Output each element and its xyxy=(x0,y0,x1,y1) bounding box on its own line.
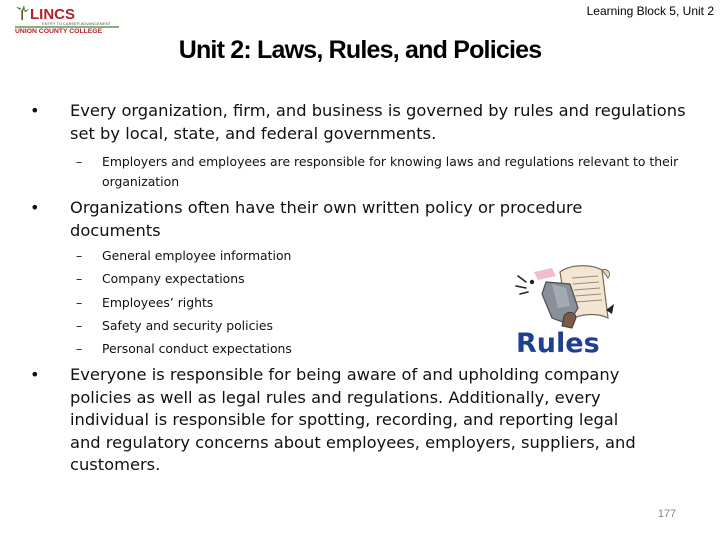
dash-marker: – xyxy=(76,271,83,287)
sub-bullet-item xyxy=(76,339,336,362)
bullet-text: Everyone is responsible for being aware of and upholding company policies as well as legal rules and regulations. Additionally, every individual is responsible for spotting, recording, and reporting legal and regulatory concerns about employees, employers, suppliers, and customers. xyxy=(70,365,636,474)
bullet-item xyxy=(30,197,600,242)
bullet-marker: • xyxy=(30,198,40,217)
dash-marker: – xyxy=(76,317,83,333)
dash-marker: – xyxy=(76,248,83,263)
bullet-item xyxy=(30,364,640,477)
lincs-logo xyxy=(14,4,122,34)
sub-bullet-text: Employers and employees are responsible for knowing laws and regulations relevant to their organization xyxy=(102,154,679,189)
bullet-text: Every organization, firm, and business is governed by rules and regulations set by local, state, and federal governments. xyxy=(70,101,686,143)
bullet-marker: • xyxy=(30,365,40,384)
rules-label: Rules xyxy=(516,328,600,358)
bullet-marker: • xyxy=(30,101,40,120)
sub-bullet-text: Company expectations xyxy=(102,271,245,287)
sub-bullet-item xyxy=(76,269,336,292)
learning-block-label: Learning Block 5, Unit 2 xyxy=(586,4,714,18)
sub-bullet-item xyxy=(76,316,336,339)
sub-bullet-text: Safety and security policies xyxy=(102,317,273,333)
palm-tree-icon xyxy=(14,4,122,34)
dash-marker: – xyxy=(76,294,83,310)
dash-marker: – xyxy=(76,154,83,169)
sub-bullet-list xyxy=(76,246,336,362)
rules-clipart-icon xyxy=(512,262,618,358)
bullet-item xyxy=(30,100,690,145)
svg-text:ENTRY TO CAREER ADVANCEMENT: ENTRY TO CAREER ADVANCEMENT xyxy=(42,21,111,26)
sub-bullet-item xyxy=(76,293,336,316)
page-number: 177 xyxy=(657,508,677,520)
dash-marker: – xyxy=(76,341,83,357)
sub-bullet-text: General employee information xyxy=(102,248,292,263)
svg-text:UNION COUNTY COLLEGE: UNION COUNTY COLLEGE xyxy=(15,28,103,34)
sub-bullet-text: Personal conduct expectations xyxy=(102,341,292,357)
slide-title: Unit 2: Laws, Rules, and Policies xyxy=(178,36,542,64)
sub-bullet-item xyxy=(76,152,686,192)
sub-bullet-item xyxy=(76,246,336,269)
bullet-text: Organizations often have their own written policy or procedure documents xyxy=(70,198,583,240)
svg-text:LINCS: LINCS xyxy=(30,6,75,23)
sub-bullet-text: Employees’ rights xyxy=(102,294,214,310)
